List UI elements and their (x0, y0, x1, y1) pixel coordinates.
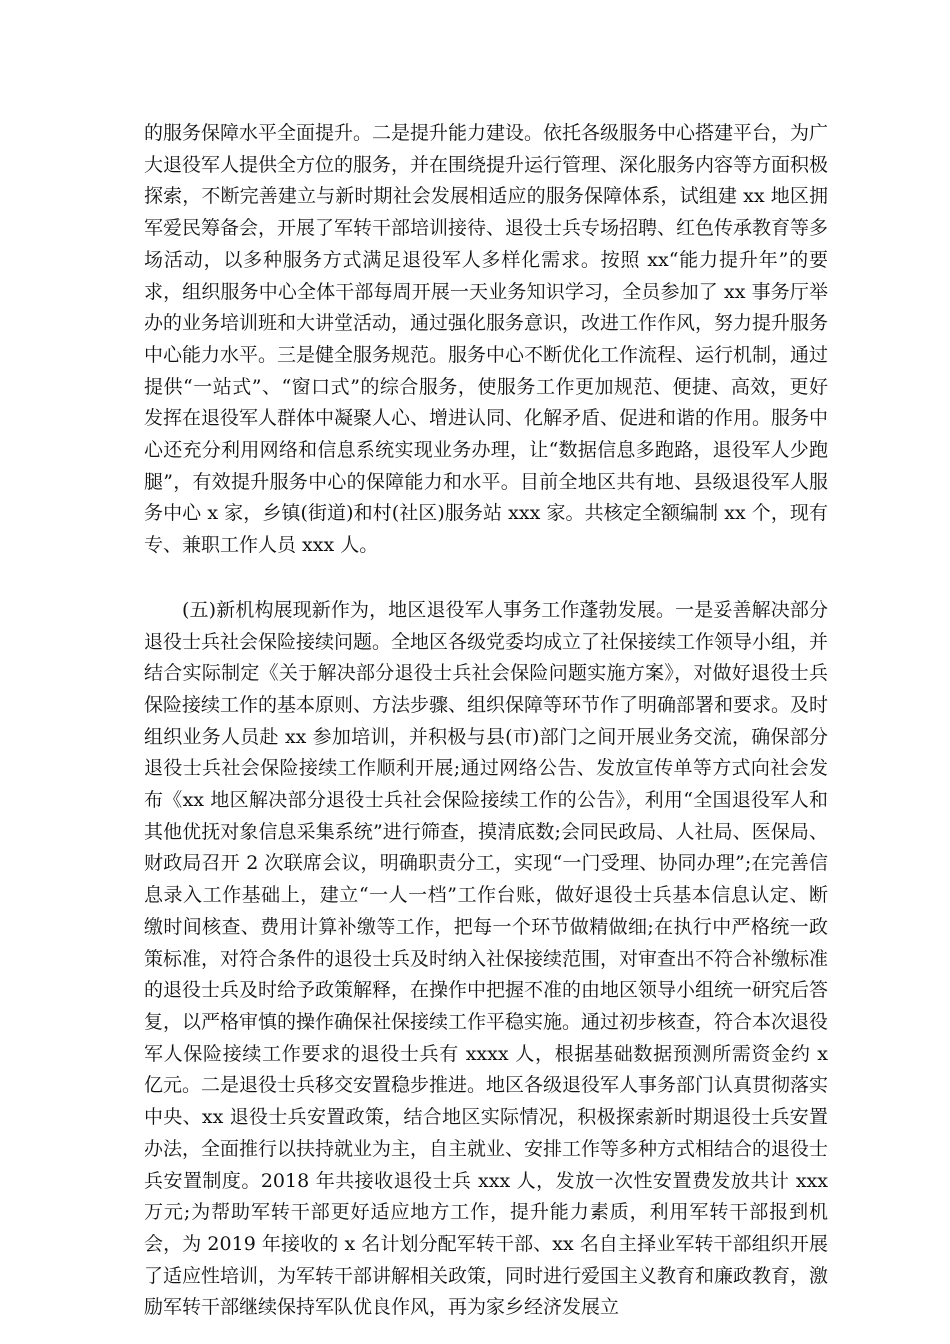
document-body (144, 118, 828, 1324)
paragraph-gap (144, 562, 828, 595)
paragraph-new-agency: (五)新机构展现新作为，地区退役军人事务工作蓬勃发展。一是妥善解决部分退役士兵社会保险接续问题。全地区各级党委均成立了社保接续工作领导小组，并结合实际制定《关于解决部分退役士兵社会保险问题实施方案》，对做好退役士兵保险接续工作的基本原则、方法步骤、组织保障等环节作了明确部署和要求。及时组织业务人员赴 xx 参加培训，并积极与县(市)部门之间开展业务交流，确保部分退役士兵社会保险接续工作顺利开展;通过网络公告、发放宣传单等方式向社会发布《xx 地区解决部分退役士兵社会保险接续工作的公告》，利用“全国退役军人和其他优抚对象信息采集系统”进行筛查，摸清底数;会同民政局、人社局、医保局、财政局召开 2 次联席会议，明确职责分工，实现“一门受理、协同办理”;在完善信息录入工作基础上，建立“一人一档”工作台账，做好退役士兵基本信息认定、断缴时间核查、费用计算补缴等工作，把每一个环节做精做细;在执行中严格统一政策标准，对符合条件的退役士兵及时纳入社保接续范围，对审查出不符合补缴标准的退役士兵及时给予政策解释，在操作中把握不准的由地区领导小组统一研究后答复，以严格审慎的操作确保社保接续工作平稳实施。通过初步核查，符合本次退役军人保险接续工作要求的退役士兵有 xxxx 人，根据基础数据预测所需资金约 x 亿元。二是退役士兵移交安置稳步推进。地区各级退役军人事务部门认真贯彻落实中央、xx 退役士兵安置政策，结合地区实际情况，积极探索新时期退役士兵安置办法，全面推行以扶持就业为主，自主就业、安排工作等多种方式相结合的退役士兵安置制度。2018 年共接收退役士兵 xxx 人，发放一次性安置费发放共计 xxx 万元;为帮助军转干部更好适应地方工作，提升能力素质，利用军转干部报到机会，为 2019 年接收的 x 名计划分配军转干部、xx 名自主择业军转干部组织开展了适应性培训，为军转干部讲解相关政策，同时进行爱国主义教育和廉政教育，激励军转干部继续保持军队优良作风，再为家乡经济发展立 (144, 598, 829, 1319)
paragraph-service-support: 的服务保障水平全面提升。二是提升能力建设。依托各级服务中心搭建平台，为广大退役军人提供全方位的服务，并在围绕提升运行管理、深化服务内容等方面积极探索，不断完善建立与新时期社会发展相适应的服务保障体系，试组建 xx 地区拥军爱民筹备会，开展了军转干部培训接待、退役士兵专场招聘、红色传承教育等多场活动，以多种服务方式满足退役军人多样化需求。按照 xx“能力提升年”的要求，组织服务中心全体干部每周开展一天业务知识学习，全员参加了 xx 事务厅举办的业务培训班和大讲堂活动，通过强化服务意识，改进工作作风，努力提升服务中心能力水平。三是健全服务规范。服务中心不断优化工作流程、运行机制，通过提供“一站式”、“窗口式”的综合服务，使服务工作更加规范、便捷、高效，更好发挥在退役军人群体中凝聚人心、增进认同、化解矛盾、促进和谐的作用。服务中心还充分利用网络和信息系统实现业务办理，让“数据信息多跑路，退役军人少跑腿”，有效提升服务中心的保障能力和水平。目前全地区共有地、县级退役军人服务中心 x 家，乡镇(街道)和村(社区)服务站 xxx 家。共核定全额编制 xx 个，现有专、兼职工作人员 xxx 人。 (144, 122, 829, 557)
